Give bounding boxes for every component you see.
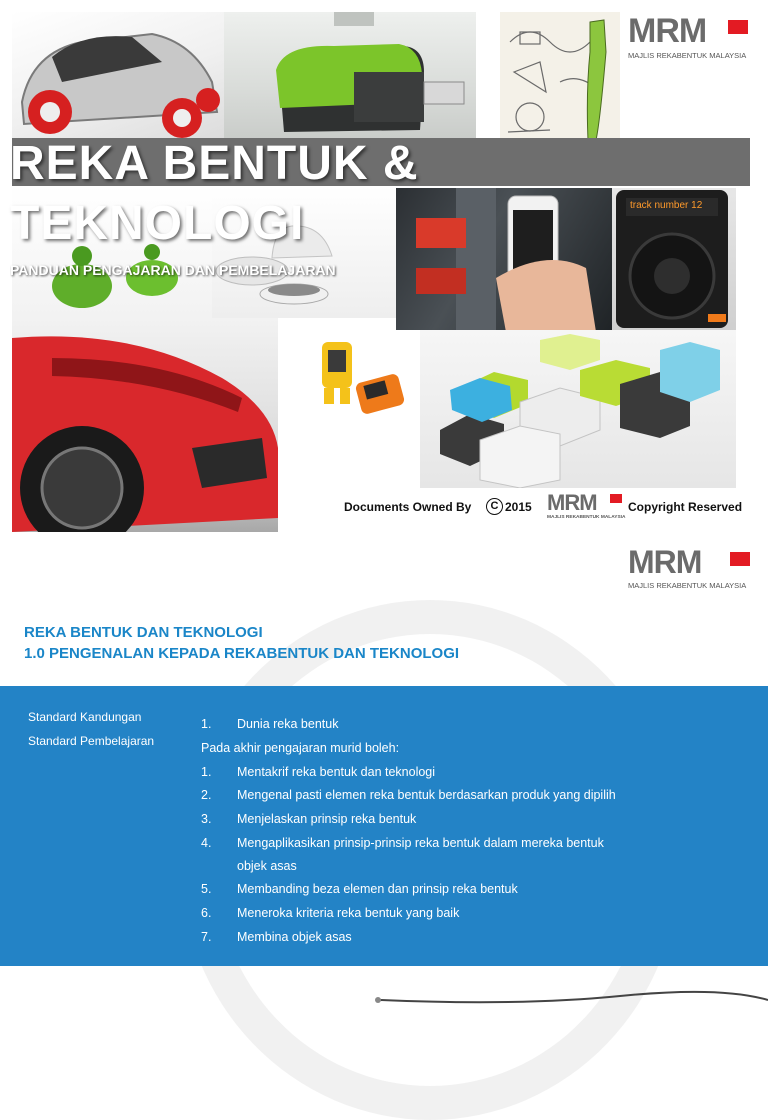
objective-text: objek asas <box>237 859 297 873</box>
mrm-logo-lesson <box>628 546 752 596</box>
objective-num: 3. <box>201 812 212 826</box>
red-car-photo <box>12 318 278 532</box>
hexagon-storage-photo <box>420 330 736 488</box>
mrm-logo-top <box>628 14 752 74</box>
decorative-cable <box>0 966 768 1024</box>
concept-car-photo <box>12 12 224 140</box>
mrm-lesson-tag <box>730 552 750 566</box>
content-item-num: 1. <box>201 717 212 731</box>
mrm-inline-word: MRM <box>547 490 597 515</box>
objective-num: 5. <box>201 882 212 896</box>
objective-text: Membanding beza elemen dan prinsip reka bentuk <box>237 882 518 896</box>
objective-text: Mentakrif reka bentuk dan teknologi <box>237 765 436 779</box>
label-learning-standard: Standard Pembelajaran <box>28 734 155 748</box>
design-sketch-photo <box>500 12 620 142</box>
mrm-lesson-subtitle: MAJLIS REKABENTUK MALAYSIA <box>628 581 747 590</box>
lesson-heading-2: 1.0 PENGENALAN KEPADA REKABENTUK DAN TEKNOLOGI <box>24 645 460 662</box>
objective-num: 2. <box>201 788 212 802</box>
cover-title-line1: REKA BENTUK & <box>10 137 419 190</box>
mrm-inline-subtitle: MAJLIS REKABENTUK MALAYSIA <box>547 515 626 520</box>
speaker-screen-text: track number 12 <box>630 200 703 211</box>
green-device-photo <box>224 12 476 140</box>
owner-suffix: Copyright Reserved <box>628 500 743 514</box>
mrm-logo-inline <box>547 492 627 522</box>
lesson-heading-1: REKA BENTUK DAN TEKNOLOGI <box>24 624 263 641</box>
objective-text: Meneroka kriteria reka bentuk yang baik <box>237 906 460 920</box>
mrm-inline-tag <box>610 494 622 503</box>
ownership-line <box>344 490 754 520</box>
copyright-symbol: C <box>486 498 503 515</box>
objective-text: Mengenal pasti elemen reka bentuk berdasarkan produk yang dipilih <box>237 788 616 802</box>
objective-text: Mengaplikasikan prinsip-prinsip reka bentuk dalam mereka bentuk <box>237 836 604 850</box>
objective-num: 7. <box>201 930 212 944</box>
objective-text: Membina objek asas <box>237 930 352 944</box>
mrm-logo-subtitle: MAJLIS REKABENTUK MALAYSIA <box>628 51 747 60</box>
objectives-intro: Pada akhir pengajaran murid boleh: <box>201 741 400 755</box>
owner-prefix: Documents Owned By <box>344 500 472 514</box>
mrm-logo-tag <box>728 20 748 34</box>
cover-subtitle: PANDUAN PENGAJARAN DAN PEMBELAJARAN <box>10 262 336 278</box>
lesson-panel <box>0 686 768 966</box>
objective-text: Menjelaskan prinsip reka bentuk <box>237 812 417 826</box>
speaker-photo <box>612 188 736 332</box>
smartphone-photo <box>396 188 612 332</box>
cover-title-line2: TEKNOLOGI <box>10 197 305 250</box>
label-content-standard: Standard Kandungan <box>28 710 142 724</box>
robot-toys-photo <box>300 330 422 424</box>
objective-num: 4. <box>201 836 212 850</box>
objective-num: 1. <box>201 765 212 779</box>
mrm-logo-word: MRM <box>628 12 707 50</box>
content-item-text: Dunia reka bentuk <box>237 717 339 731</box>
copyright-year: 2015 <box>505 500 532 514</box>
objective-num: 6. <box>201 906 212 920</box>
mrm-lesson-word: MRM <box>628 544 702 580</box>
